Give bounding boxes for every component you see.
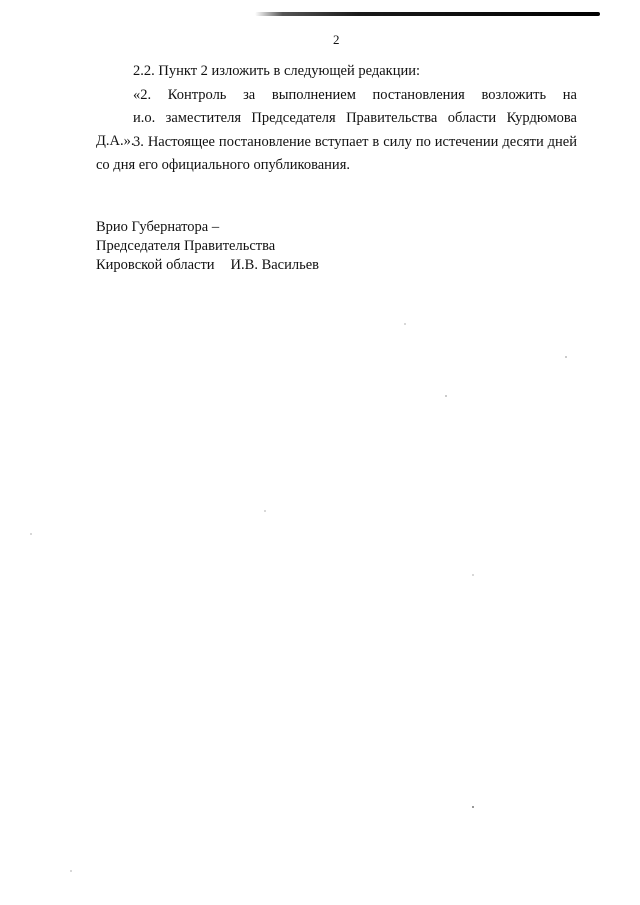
word: за	[243, 87, 256, 103]
scan-speck	[472, 574, 474, 576]
scan-artifact-bar	[255, 12, 600, 16]
scan-speck	[70, 870, 72, 872]
word: на	[562, 87, 577, 103]
scan-speck	[30, 533, 32, 535]
scan-speck	[472, 806, 474, 808]
scan-speck	[404, 323, 406, 325]
signature-title-line-2: Председателя Правительства	[96, 238, 276, 254]
word: постановления	[372, 87, 465, 103]
word: «2.	[133, 87, 152, 103]
word: возложить	[481, 87, 547, 103]
signature-organization: Кировской области	[96, 257, 215, 273]
paragraph-2-2: 2.2. Пункт 2 изложить в следующей редакции:	[133, 63, 421, 79]
word: выполнением	[271, 87, 356, 103]
paragraph-3: 3. Настоящее постановление вступает в силу по истечении десяти дней со дня его официального опубликования.	[96, 134, 577, 173]
signature-title-line-1: Врио Губернатора –	[96, 219, 220, 235]
paragraph-quoted-second-line: и.о. заместителя Председателя Правительства области Курдюмова Д.А.».	[96, 110, 577, 149]
signature-block	[96, 218, 319, 275]
paragraph-quoted-first-line	[96, 84, 577, 107]
signature-title-line-3	[96, 256, 319, 275]
signatory-name: И.В. Васильев	[230, 257, 319, 273]
scan-speck	[264, 510, 266, 512]
page-number: 2	[333, 32, 340, 47]
scan-speck	[565, 356, 567, 358]
scan-speck	[445, 395, 447, 397]
word: Контроль	[167, 87, 227, 103]
